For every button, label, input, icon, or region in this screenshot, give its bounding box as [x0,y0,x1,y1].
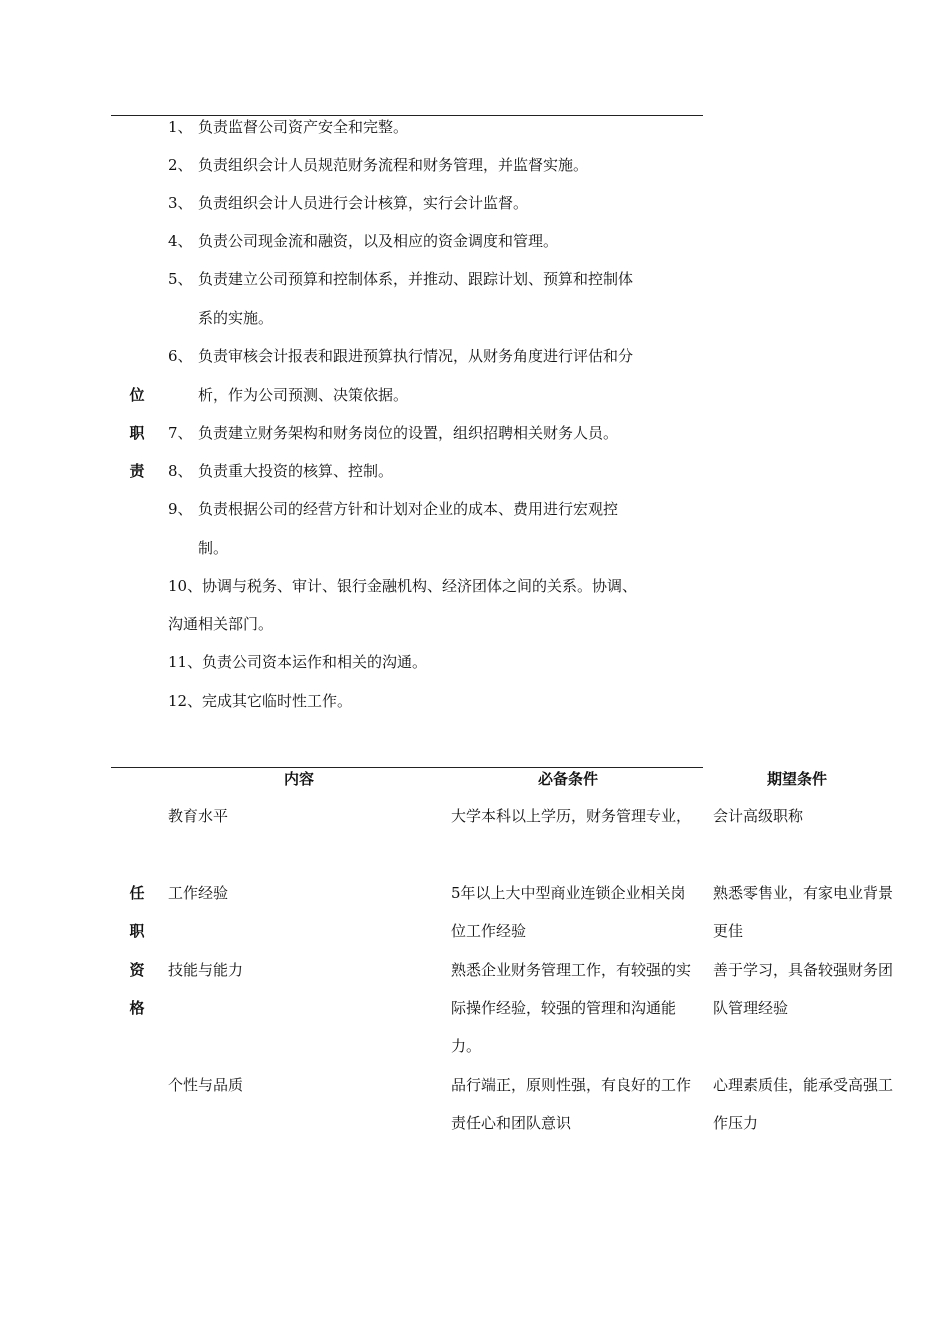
duty-text-continuation: 制。 [198,539,229,557]
row-expected: 善于学习，具备较强财务团队管理经验 [713,961,894,1017]
row-required: 品行端正，原则性强，有良好的工作责任心和团队意识 [451,1076,692,1132]
duty-number: 12、 [168,692,203,710]
duty-number: 10、 [168,577,203,595]
row-expected: 会计高级职称 [713,807,804,825]
duty-item [168,193,528,213]
duty-item [168,231,558,251]
qualifications-side-label-1: 任 [129,884,145,902]
row-content: 个性与品质 [168,1076,244,1094]
qualifications-top-rule [111,767,703,768]
duty-number: 8、 [168,462,193,480]
duty-number: 11、 [168,653,203,671]
qualifications-side-label-2: 职 [129,922,145,940]
duty-item [168,691,352,711]
duty-number: 9、 [168,500,193,518]
row-required: 熟悉企业财务管理工作，有较强的实际操作经验，较强的管理和沟通能力。 [451,961,692,1055]
duty-number: 7、 [168,424,193,442]
duty-text: 负责审核会计报表和跟进预算执行情况，从财务角度进行评估和分 [198,347,634,365]
row-expected: 熟悉零售业，有家电业背景更佳 [713,884,894,940]
duty-text: 负责重大投资的核算、控制。 [198,462,394,480]
duty-text-continuation: 析，作为公司预测、决策依据。 [198,386,409,404]
header-content: 内容 [284,770,315,788]
duty-number: 5、 [168,270,193,288]
duty-text-continuation: 沟通相关部门。 [168,615,274,633]
duty-text: 负责建立公司预算和控制体系，并推动、跟踪计划、预算和控制体 [198,270,634,288]
header-required: 必备条件 [538,770,599,788]
duty-item [168,346,633,366]
duty-number: 2、 [168,156,193,174]
duties-side-label-1: 位 [129,386,145,404]
duty-number: 3、 [168,194,193,212]
duties-top-rule [111,115,703,116]
duty-text: 负责建立财务架构和财务岗位的设置，组织招聘相关财务人员。 [198,424,619,442]
header-expected: 期望条件 [767,770,828,788]
qualifications-side-label-4: 格 [129,999,145,1017]
qualifications-side-label-3: 资 [129,961,145,979]
duty-text: 负责公司现金流和融资，以及相应的资金调度和管理。 [198,232,559,250]
duty-text: 负责公司资本运作和相关的沟通。 [202,653,428,671]
duty-item [168,461,393,481]
row-required: 5年以上大中型商业连锁企业相关岗位工作经验 [451,884,686,940]
duty-text: 负责根据公司的经营方针和计划对企业的成本、费用进行宏观控 [198,500,619,518]
duty-text: 负责组织会计人员规范财务流程和财务管理，并监督实施。 [198,156,589,174]
duty-item [168,499,618,519]
duty-number: 6、 [168,347,193,365]
duty-text-continuation: 系的实施。 [198,309,274,327]
duty-item [168,423,618,443]
row-content: 工作经验 [168,884,229,902]
duty-item [168,269,633,289]
row-content: 技能与能力 [168,961,244,979]
duty-item [168,117,408,137]
duty-item [168,652,427,672]
duty-item [168,576,637,596]
duty-number: 4、 [168,232,193,250]
duties-side-label-3: 责 [129,462,145,480]
row-expected: 心理素质佳，能承受高强工作压力 [713,1076,894,1132]
duty-text: 负责组织会计人员进行会计核算，实行会计监督。 [198,194,529,212]
row-content: 教育水平 [168,807,229,825]
duties-side-label-2: 职 [129,424,145,442]
duty-text: 完成其它临时性工作。 [202,692,353,710]
duty-text: 负责监督公司资产安全和完整。 [198,118,409,136]
duty-text: 协调与税务、审计、银行金融机构、经济团体之间的关系。协调、 [202,577,638,595]
duty-item [168,155,588,175]
duty-number: 1、 [168,118,193,136]
row-required: 大学本科以上学历，财务管理专业， [451,807,692,825]
